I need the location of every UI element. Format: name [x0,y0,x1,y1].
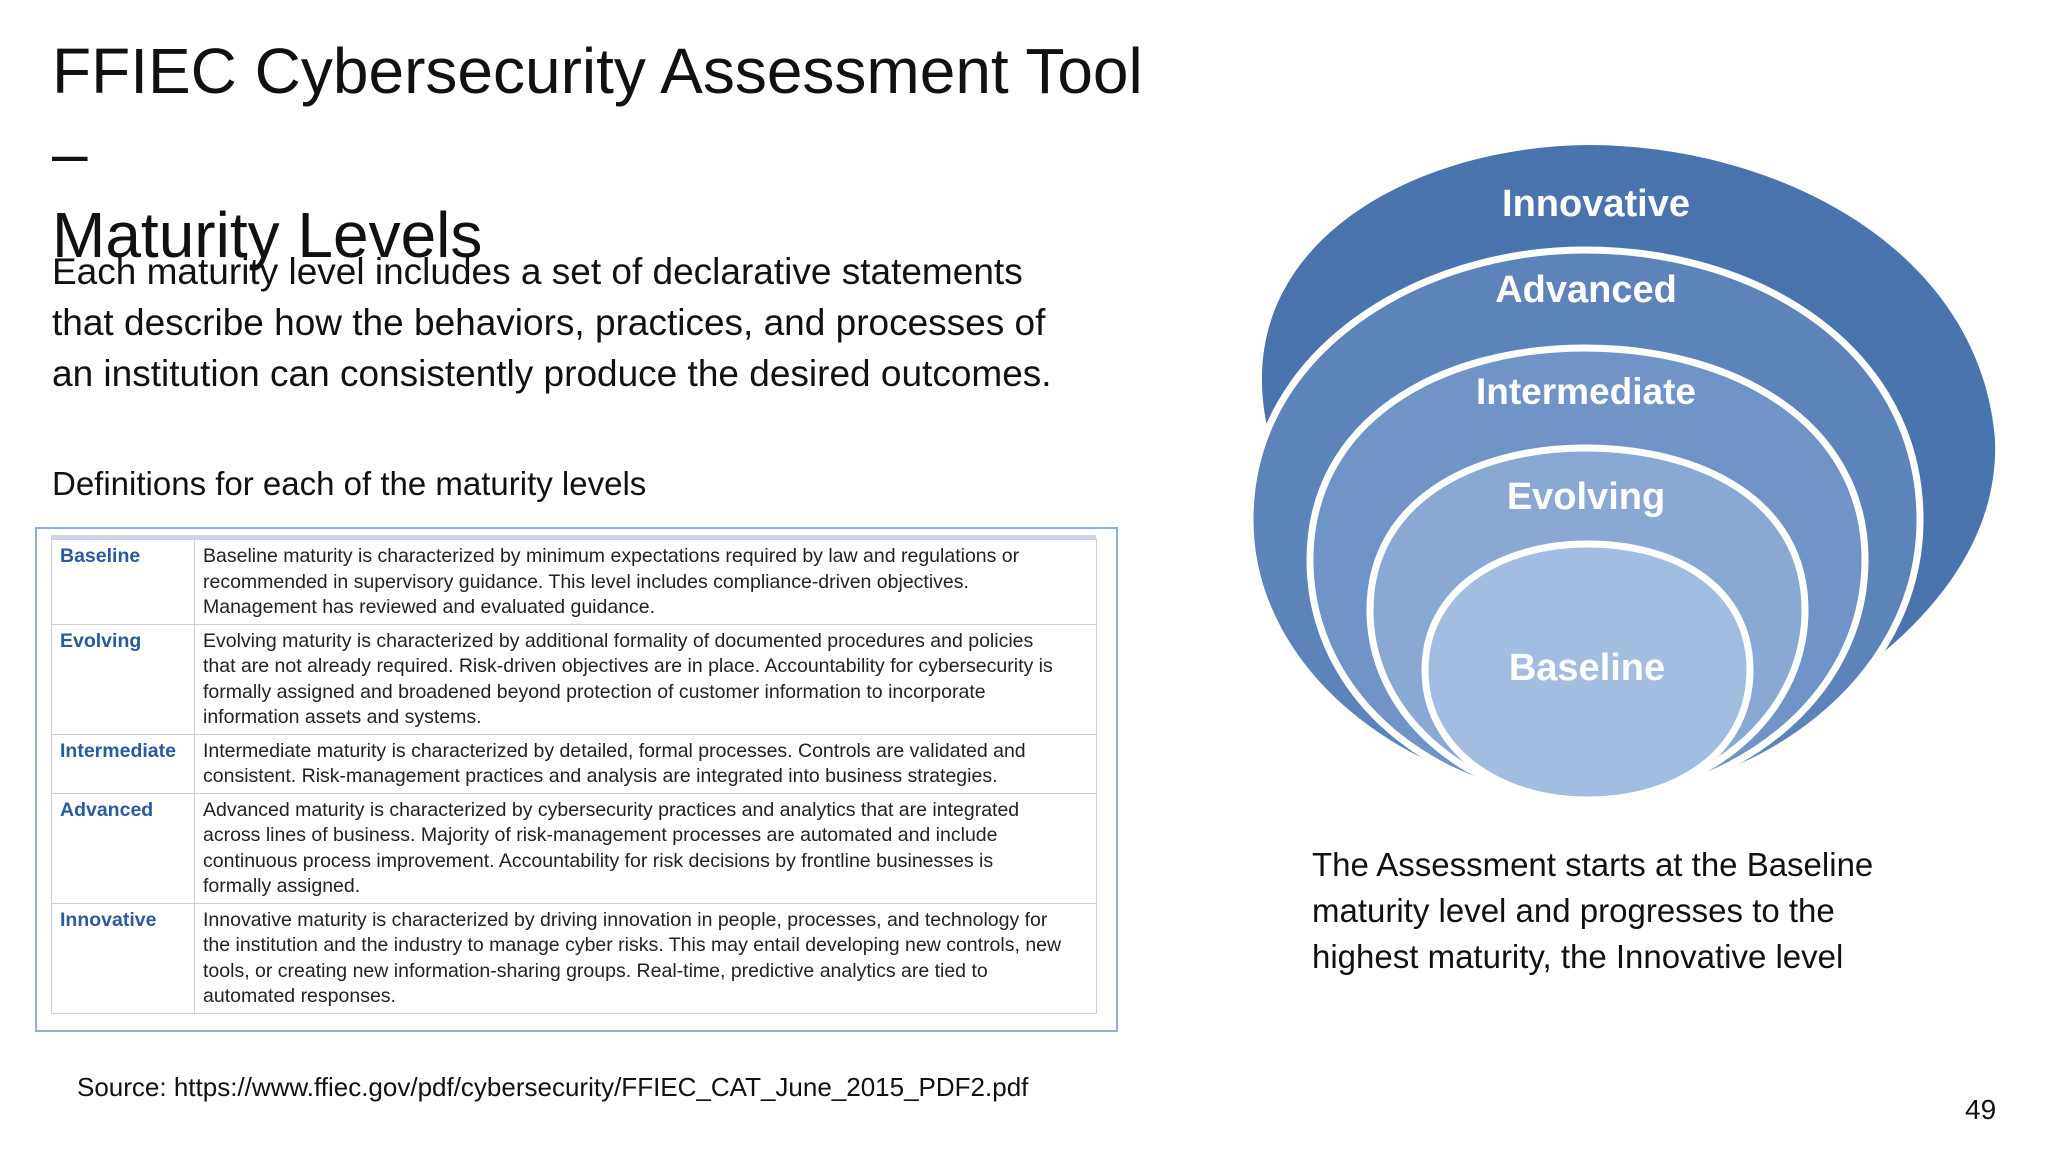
label-baseline: Baseline [1508,647,1666,689]
intro-line-1: Each maturity level includes a set of declarative statements [52,251,1023,292]
intro-line-3: an institution can consistently produce the desired outcomes. [52,353,1052,394]
description-line: Management has reviewed and evaluated guidance. [203,596,656,618]
description-line: formally assigned and broadened beyond protection of customer information to incorporate [203,680,986,703]
source-citation: Source: https://www.ffiec.gov/pdf/cybersecurity/FFIEC_CAT_June_2015_PDF2.pdf [77,1072,1029,1102]
level-name: Baseline [52,540,195,625]
description-line: across lines of business. Majority of risk-management processes are automated and include [203,824,998,846]
description-line: automated responses. [203,985,396,1007]
description-line: Intermediate maturity is characterized by detailed, formal processes. Controls are validated and [203,739,1026,762]
label-advanced: Advanced [1495,269,1677,311]
description-line: Evolving maturity is characterized by additional formality of documented procedures and policies [203,629,1034,652]
page-number: 49 [1965,1094,1997,1125]
label-innovative: Innovative [1502,183,1690,225]
description-line: formally assigned. [203,875,361,897]
intro-line-2: that describe how the behaviors, practices, and processes of [52,302,1046,343]
level-name: Evolving [52,624,195,734]
level-name: Advanced [52,793,195,903]
definitions-heading: Definitions for each of the maturity levels [52,465,647,502]
level-name: Intermediate [52,734,195,793]
diagram-caption [1312,842,1952,980]
level-name: Innovative [52,903,195,1013]
caption-line-1: The Assessment starts at the Baseline [1312,846,1874,883]
slide-title-line-1: FFIEC Cybersecurity Assessment Tool – [52,35,1143,189]
description-line: tools, or creating new information-sharing groups. Real-time, predictive analytics are tied to [203,959,988,982]
description-line: Innovative maturity is characterized by driving innovation in people, processes, and technology for [203,908,1048,931]
description-line: that are not already required. Risk-driven objectives are in place. Accountability for cybersecurity is [203,655,1053,677]
caption-line-2: maturity level and progresses to the [1312,892,1835,929]
description-line: consistent. Risk-management practices and analysis are integrated into business strategies. [203,765,998,787]
label-evolving: Evolving [1506,476,1666,518]
description-line: the institution and the industry to manage cyber risks. This may entail developing new controls, new [203,934,1062,956]
description-line: continuous process improvement. Accountability for risk decisions by frontline businesses is [203,849,994,872]
description-line: Baseline maturity is characterized by minimum expectations required by law and regulations or [203,545,1020,567]
slide-title-line-2: Maturity Levels [52,199,483,271]
description-line: Advanced maturity is characterized by cybersecurity practices and analytics that are integrated [203,798,1020,821]
label-intermediate: Intermediate [1475,371,1697,412]
caption-line-3: highest maturity, the Innovative level [1312,938,1844,975]
description-line: information assets and systems. [203,706,482,728]
description-line: recommended in supervisory guidance. This level includes compliance-driven objectives. [203,570,969,593]
